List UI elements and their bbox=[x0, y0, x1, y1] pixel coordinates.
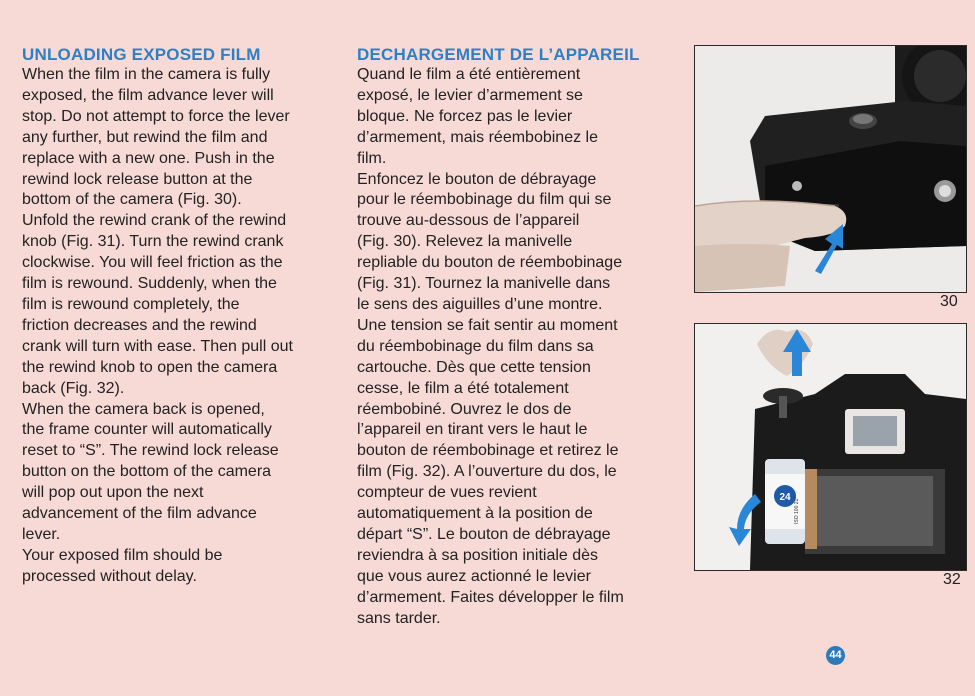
english-line: knob (Fig. 31). Turn the rewind crank bbox=[22, 233, 284, 251]
english-line: rewind lock release button at the bbox=[22, 170, 253, 188]
french-heading: DECHARGEMENT DE L’APPAREIL bbox=[357, 45, 640, 64]
french-line: reviendra à sa position initiale dès bbox=[357, 546, 599, 564]
french-line: départ “S”. Le bouton de débrayage bbox=[357, 525, 611, 543]
french-line: automatiquement à la position de bbox=[357, 505, 593, 523]
french-line: bouton de réembobinage et retirez le bbox=[357, 442, 619, 460]
figure-30-caption: 30 bbox=[940, 293, 958, 310]
english-line: lever. bbox=[22, 525, 61, 543]
french-line: le sens des aiguilles d’une montre. bbox=[357, 295, 603, 313]
camera-back-open-illustration bbox=[695, 324, 966, 570]
french-line: d’armement, mais réembobinez le bbox=[357, 128, 598, 146]
english-line: When the camera back is opened, bbox=[22, 400, 265, 418]
english-line: reset to “S”. The rewind lock release bbox=[22, 442, 279, 460]
english-line: clockwise. You will feel friction as the bbox=[22, 254, 283, 272]
english-line: exposed, the film advance lever will bbox=[22, 86, 274, 104]
english-line: replace with a new one. Push in the bbox=[22, 149, 275, 167]
camera-bottom-illustration bbox=[695, 46, 966, 292]
french-line: compteur de vues revient bbox=[357, 484, 537, 502]
french-line: repliable du bouton de réembobinage bbox=[357, 254, 623, 272]
french-line: (Fig. 30). Relevez la manivelle bbox=[357, 233, 573, 251]
french-line: Enfoncez le bouton de débrayage bbox=[357, 170, 597, 188]
english-line: back (Fig. 32). bbox=[22, 379, 125, 397]
english-line: friction decreases and the rewind bbox=[22, 316, 257, 334]
french-body bbox=[357, 65, 687, 629]
french-line: (Fig. 31). Tournez la manivelle dans bbox=[357, 275, 611, 293]
english-line: will pop out upon the next bbox=[22, 484, 204, 502]
french-line: l’appareil en tirant vers le haut le bbox=[357, 421, 588, 439]
french-line: pour le réembobinage du film qui se bbox=[357, 191, 612, 209]
english-line: When the film in the camera is fully bbox=[22, 66, 271, 83]
english-line: any further, but rewind the film and bbox=[22, 128, 268, 146]
english-line: advancement of the film advance bbox=[22, 505, 257, 523]
french-line: exposé, le levier d’armement se bbox=[357, 86, 583, 104]
french-line: sans tarder. bbox=[357, 609, 441, 627]
french-line: que vous aurez actionné le levier bbox=[357, 567, 591, 585]
french-line: réembobiné. Ouvrez le dos de bbox=[357, 400, 572, 418]
figure-32-photo bbox=[694, 323, 967, 571]
english-line: the frame counter will automatically bbox=[22, 421, 272, 439]
french-column bbox=[357, 44, 687, 629]
english-line: Your exposed film should be bbox=[22, 546, 223, 564]
cartridge-label: 24 bbox=[779, 492, 791, 503]
french-line: Une tension se fait sentir au moment bbox=[357, 316, 618, 334]
english-line: bottom of the camera (Fig. 30). bbox=[22, 191, 242, 209]
english-line: film is rewound completely, the bbox=[22, 295, 240, 313]
cartridge-iso: ISO 100 21° bbox=[794, 496, 800, 524]
english-line: stop. Do not attempt to force the lever bbox=[22, 107, 290, 125]
french-line: cesse, le film a été totalement bbox=[357, 379, 569, 397]
english-line: crank will turn with ease. Then pull out bbox=[22, 337, 293, 355]
english-line: film is rewound. Suddenly, when the bbox=[22, 275, 277, 293]
french-line: bloque. Ne forcez pas le levier bbox=[357, 107, 573, 125]
french-line: cartouche. Dès que cette tension bbox=[357, 358, 591, 376]
figure-30-photo bbox=[694, 45, 967, 293]
french-line: d’armement. Faites développer le film bbox=[357, 588, 624, 606]
french-line: du réembobinage du film dans sa bbox=[357, 337, 594, 355]
french-line: Quand le film a été entièrement bbox=[357, 66, 581, 83]
french-line: trouve au-dessous de l’appareil bbox=[357, 212, 580, 230]
english-line: button on the bottom of the camera bbox=[22, 463, 272, 481]
french-line: film. bbox=[357, 149, 387, 167]
english-body bbox=[22, 65, 340, 588]
page-number-badge: 44 bbox=[826, 646, 845, 665]
english-column bbox=[22, 44, 340, 588]
english-line: Unfold the rewind crank of the rewind bbox=[22, 212, 287, 230]
english-line: processed without delay. bbox=[22, 567, 197, 585]
english-heading: UNLOADING EXPOSED FILM bbox=[22, 45, 261, 64]
english-line: the rewind knob to open the camera bbox=[22, 358, 278, 376]
french-line: film (Fig. 32). A l’ouverture du dos, le bbox=[357, 463, 617, 481]
figure-32-caption: 32 bbox=[943, 571, 961, 588]
